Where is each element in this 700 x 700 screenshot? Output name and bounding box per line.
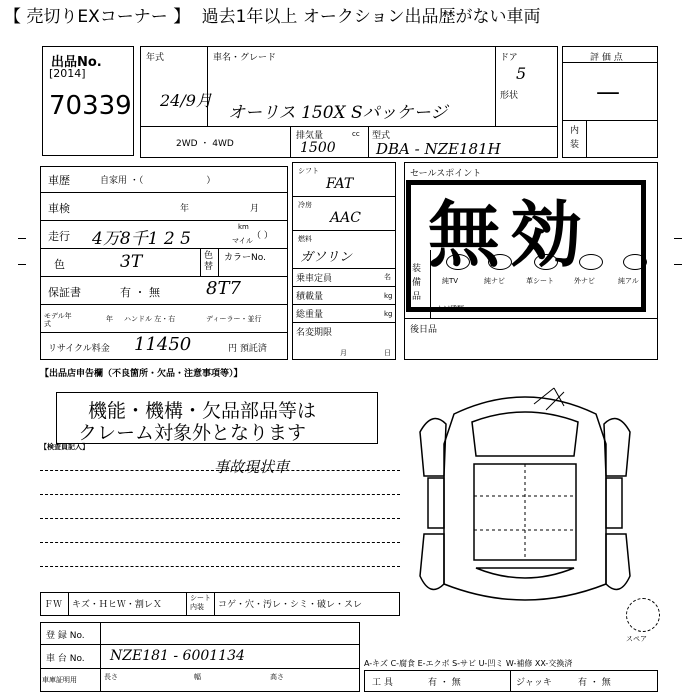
margin-tick xyxy=(18,238,26,239)
ac-value: AAC xyxy=(330,210,361,226)
mileage-value: 4万8千1 2 5 xyxy=(92,229,191,249)
equip-navi-label: 純ナビ xyxy=(484,277,505,285)
disclaimer-line-2: クレーム対象外となります xyxy=(78,422,307,444)
shape-label: 形状 xyxy=(500,91,519,101)
drive-options: 2WD ・ 4WD xyxy=(176,139,234,149)
fuel-label: 燃料 xyxy=(298,235,312,243)
mileage-note: （ ） xyxy=(252,231,273,241)
model-year-label: モデル年式 xyxy=(44,312,72,328)
equip-label: 装備品 xyxy=(412,264,422,302)
year-value: 24/9月 xyxy=(160,91,212,110)
cc-unit: cc xyxy=(352,130,360,138)
legend-fw-value: キズ・ＨヒＷ・割レＸ xyxy=(72,600,162,610)
inspection-year: 年 xyxy=(180,204,190,214)
color-change-label: 色替 xyxy=(204,251,214,272)
cert-height: 高さ xyxy=(270,673,284,681)
equip-leather-label: 革シート xyxy=(526,277,554,285)
margin-tick xyxy=(18,264,26,265)
recycle-unit: 円 預託済 xyxy=(228,344,267,354)
tools-label: 工 具 xyxy=(372,678,393,688)
weight-unit: kg xyxy=(384,310,393,318)
tools-value: 有 ・ 無 xyxy=(428,678,461,688)
cert-length: 長さ xyxy=(104,673,118,681)
jack-value: 有 ・ 無 xyxy=(578,678,611,688)
year-label: 年式 xyxy=(146,53,165,63)
seller-report-label: 【出品店申告欄（不良箇所・欠品・注意事項等）】 xyxy=(40,369,243,379)
name-change-day: 日 xyxy=(384,349,391,357)
mileage-unit-mile: マイル xyxy=(232,237,253,245)
warranty-value: 有 ・ 無 xyxy=(120,286,160,299)
vehicle-name-value: オーリス 150X Sパッケージ xyxy=(228,103,448,123)
history-value: 自家用 ・（ ） xyxy=(100,176,216,186)
navi-label: ナビ種類 xyxy=(436,305,464,313)
car-damage-diagram xyxy=(414,384,636,610)
score-value: — xyxy=(596,78,620,106)
lot-box xyxy=(42,46,134,156)
name-change-label: 名変期限 xyxy=(296,328,333,338)
history-label: 車歴 xyxy=(48,174,70,187)
lot-number: 70339 xyxy=(49,91,132,121)
inspection-label: 車検 xyxy=(48,202,70,215)
lot-label: 出品No. xyxy=(51,55,102,70)
name-change-month: 月 xyxy=(340,349,347,357)
header-banner xyxy=(4,2,696,32)
interior-label: 内装 xyxy=(570,126,580,150)
info-table xyxy=(40,166,288,360)
mileage-label: 走行 xyxy=(48,230,70,243)
capacity-unit: 名 xyxy=(384,273,391,281)
tools-box xyxy=(364,670,658,692)
aftermarket-label: 後日品 xyxy=(410,325,438,335)
weight-label: 総重量 xyxy=(296,310,324,320)
legend-fw-label: ＦＷ xyxy=(44,600,63,610)
color-value: 3T xyxy=(120,252,143,272)
cert-width: 幅 xyxy=(194,673,201,681)
damage-codes: A-キズ C-腐食 E-エクボ S-サビ U-凹ミ W-補修 XX-交換済 xyxy=(364,659,573,668)
lot-year-tag: [2014] xyxy=(49,67,86,80)
jack-label: ジャッキ xyxy=(516,678,552,688)
legend-seat-value: コゲ・穴・汚レ・シミ・破レ・スレ xyxy=(218,600,363,610)
warranty-label: 保証書 xyxy=(48,286,81,299)
model-value: DBA - NZE181H xyxy=(376,140,501,158)
recycle-label: リサイクル料金 xyxy=(48,344,110,354)
load-label: 積載量 xyxy=(296,292,324,302)
recycle-value: 11450 xyxy=(134,334,192,355)
inspector-note: 事故現状車 xyxy=(214,458,290,476)
color-code-label: カラーNo. xyxy=(224,253,266,263)
model-year-handle: ハンドル 左・右 xyxy=(124,315,176,323)
void-stamp-text: 無効 xyxy=(428,193,593,277)
mileage-unit-km: km xyxy=(238,223,249,231)
spare-tire-icon xyxy=(626,598,660,632)
disclaimer-line-1: 機能・機構・欠品部品等は xyxy=(88,400,317,422)
equip-tv-label: 純TV xyxy=(442,277,459,285)
inspector-label: 【検査員記入】 xyxy=(40,443,89,451)
model-label: 型式 xyxy=(372,131,391,141)
equip-alloy-label: 純アル xyxy=(618,277,639,285)
spare-label: スペア xyxy=(626,635,647,643)
model-year-dealer: ディーラー・並行 xyxy=(206,315,262,323)
color-code-value: 8T7 xyxy=(206,278,241,299)
model-year-year: 年 xyxy=(106,315,113,323)
shift-label: シフト xyxy=(298,167,319,175)
margin-tick xyxy=(674,238,682,239)
color-label: 色 xyxy=(54,258,65,271)
load-unit: kg xyxy=(384,292,393,300)
header-bracket-label: 【 売切りEXコーナー 】 xyxy=(4,7,191,27)
displacement-value: 1500 xyxy=(300,140,336,156)
doors-value: 5 xyxy=(516,64,527,83)
legend-seat-label: シート内装 xyxy=(190,594,211,611)
vehicle-name-label: 車名・グレード xyxy=(213,53,277,63)
displacement-label: 排気量 xyxy=(296,131,324,141)
sales-points-label: セールスポイント xyxy=(410,169,482,179)
margin-tick xyxy=(674,264,682,265)
score-label: 評 価 点 xyxy=(590,53,623,63)
registration-label: 登 録 No. xyxy=(46,631,85,641)
shift-value: FAT xyxy=(326,176,354,192)
fuel-value: ガソリン xyxy=(300,250,353,265)
header-notice: 過去1年以上 オークション出品歴がない車両 xyxy=(201,7,541,27)
ac-label: 冷房 xyxy=(298,201,312,209)
chassis-label: 車 台 No. xyxy=(46,654,85,664)
inspection-month: 月 xyxy=(250,204,260,214)
chassis-value: NZE181 - 6001134 xyxy=(110,648,245,664)
cert-label: 車庫証明用 xyxy=(42,676,77,684)
doors-label: ドア xyxy=(500,53,518,63)
capacity-label: 乗車定員 xyxy=(296,274,333,284)
equip-ext-navi-label: 外ナビ xyxy=(574,277,595,285)
